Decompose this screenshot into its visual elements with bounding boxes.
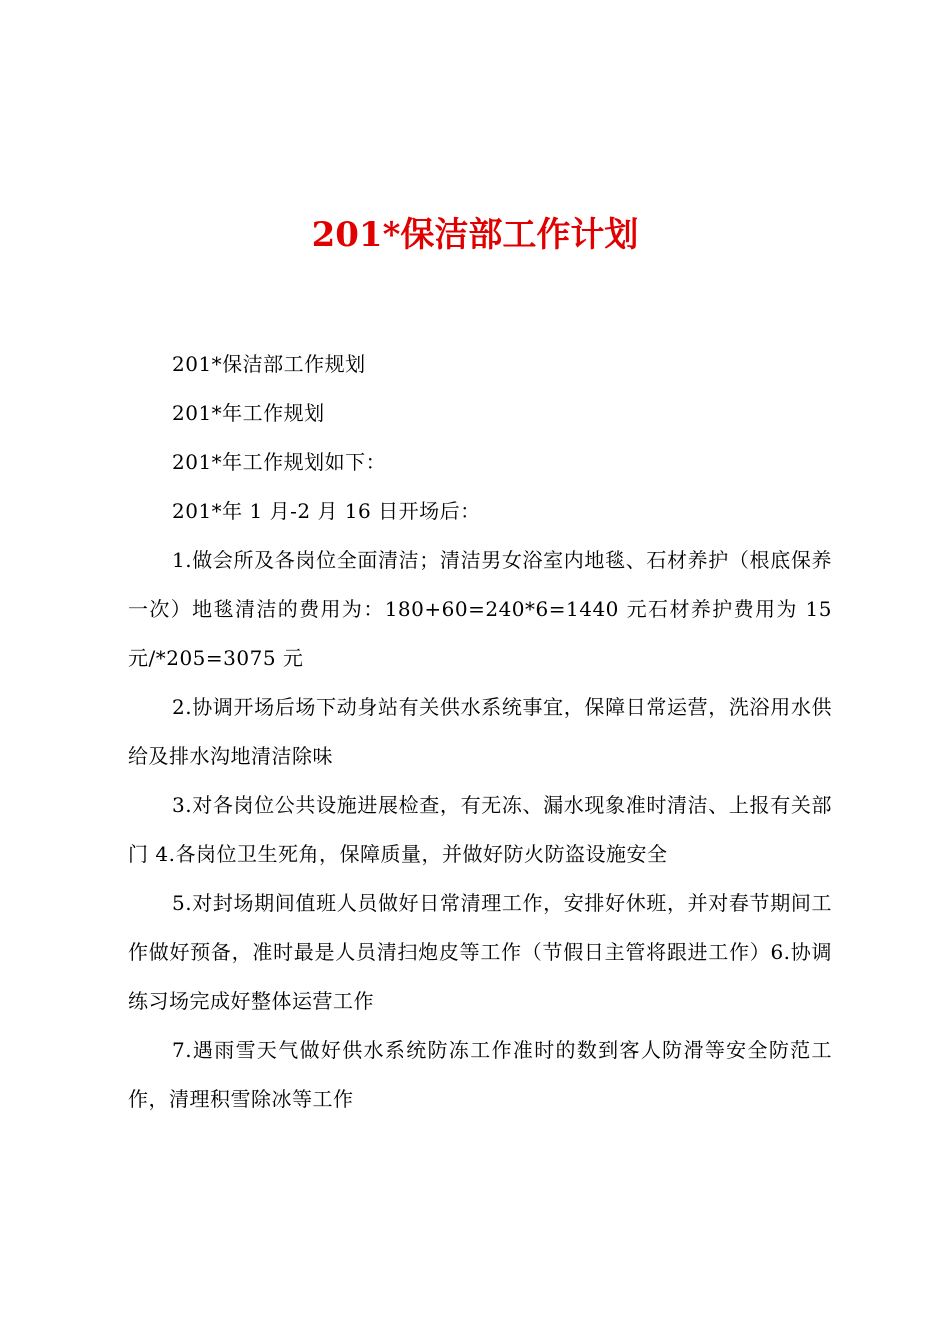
- document-body: [128, 340, 832, 1124]
- paragraph-4: 201*年 1 月-2 月 16 日开场后：: [172, 499, 481, 523]
- paragraph-5: 1.做会所及各岗位全面清洁；清洁男女浴室内地毯、石材养护（根底保养一次）地毯清洁的费用为：180+60=240*6=1440 元石材养护费用为 15 元/*205=3075 元: [128, 548, 832, 670]
- paragraph-6: 2.协调开场后场下动身站有关供水系统事宜，保障日常运营，洗浴用水供给及排水沟地清洁除味: [128, 695, 832, 768]
- paragraph-9: 7.遇雨雪天气做好供水系统防冻工作准时的数到客人防滑等安全防范工作，清理积雪除冰等工作: [128, 1038, 832, 1111]
- paragraph-3: 201*年工作规划如下：: [172, 450, 387, 474]
- paragraph-7: 3.对各岗位公共设施进展检查，有无冻、漏水现象准时清洁、上报有关部门 4.各岗位卫生死角，保障质量，并做好防火防盗设施安全: [128, 793, 832, 866]
- paragraph-2: 201*年工作规划: [172, 401, 325, 425]
- paragraph-8: 5.对封场期间值班人员做好日常清理工作，安排好休班，并对春节期间工作做好预备，准时最是人员清扫炮皮等工作（节假日主管将跟进工作）6.协调练习场完成好整体运营工作: [128, 891, 832, 1013]
- paragraph-1: 201*保洁部工作规划: [172, 352, 366, 376]
- document-title: 201*保洁部工作计划: [311, 215, 639, 255]
